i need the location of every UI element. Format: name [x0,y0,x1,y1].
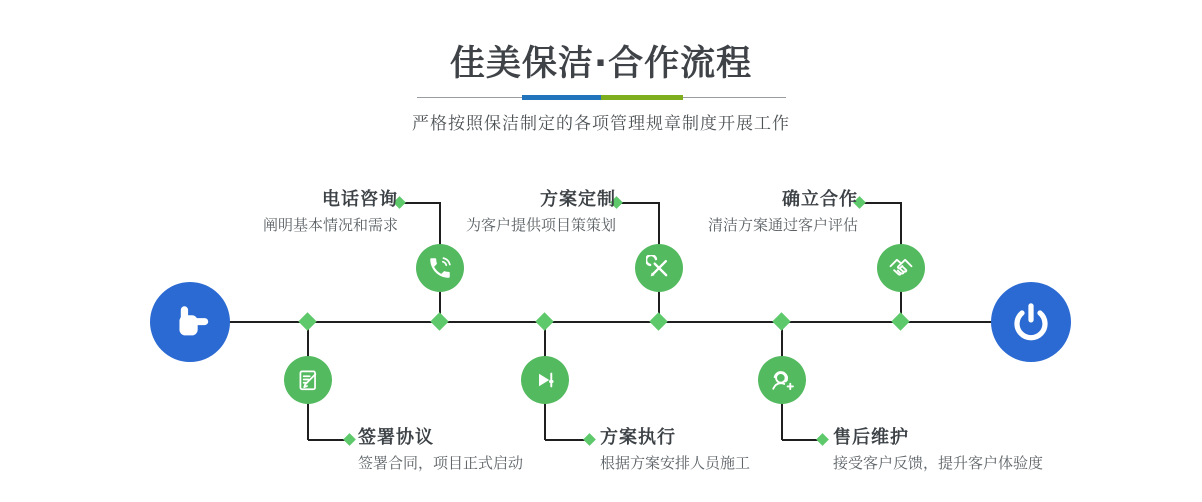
step-desc: 根据方案安排人员施工 [600,454,751,472]
step-title: 售后维护 [833,427,909,448]
step-cooperation [638,188,858,235]
junction-diamond [891,312,909,330]
start-node [150,282,230,362]
junction-diamond [772,312,790,330]
phone-icon [427,255,453,281]
divider-blue-segment [522,95,601,100]
label-line [863,202,901,204]
page-title: 佳美保洁·合作流程 [449,44,753,84]
step-node-service [758,356,806,404]
step-design [396,188,616,235]
step-service [833,426,1083,473]
step-desc: 接受客户反馈，提升客户体验度 [833,454,1044,472]
step-execute [600,426,850,473]
step-title: 签署协议 [358,427,434,448]
step-title: 电话咨询 [322,189,398,210]
step-title: 确立合作 [782,189,858,210]
step-node-design [635,244,683,292]
junction-diamond [298,312,316,330]
junction-diamond [649,312,667,330]
headset-person-plus-icon [768,366,796,394]
step-title: 方案执行 [600,427,676,448]
junction-diamond [430,312,448,330]
end-node [991,282,1071,362]
step-phone [178,188,398,235]
divider-green-segment [601,95,683,100]
step-desc: 签署合同，项目正式启动 [358,454,524,472]
step-title: 方案定制 [540,189,616,210]
label-diamond [343,433,356,446]
step-desc: 阐明基本情况和需求 [262,216,398,234]
title-divider [417,95,786,100]
page-subtitle: 严格按照保洁制定的各项管理规章制度开展工作 [412,114,790,134]
step-node-execute [521,356,569,404]
step-contract [358,426,608,473]
junction-diamond [535,312,553,330]
step-node-phone [416,244,464,292]
play-slider-icon [532,367,558,393]
step-node-cooperation [877,244,925,292]
step-desc: 清洁方案通过客户评估 [707,216,858,234]
contract-pen-icon [295,367,321,393]
pointing-hand-icon [167,299,213,345]
pencil-wrench-icon [646,255,672,281]
handshake-icon [887,254,915,282]
step-desc: 为客户提供项目策策划 [465,216,616,234]
step-node-contract [284,356,332,404]
power-icon [1010,301,1052,343]
